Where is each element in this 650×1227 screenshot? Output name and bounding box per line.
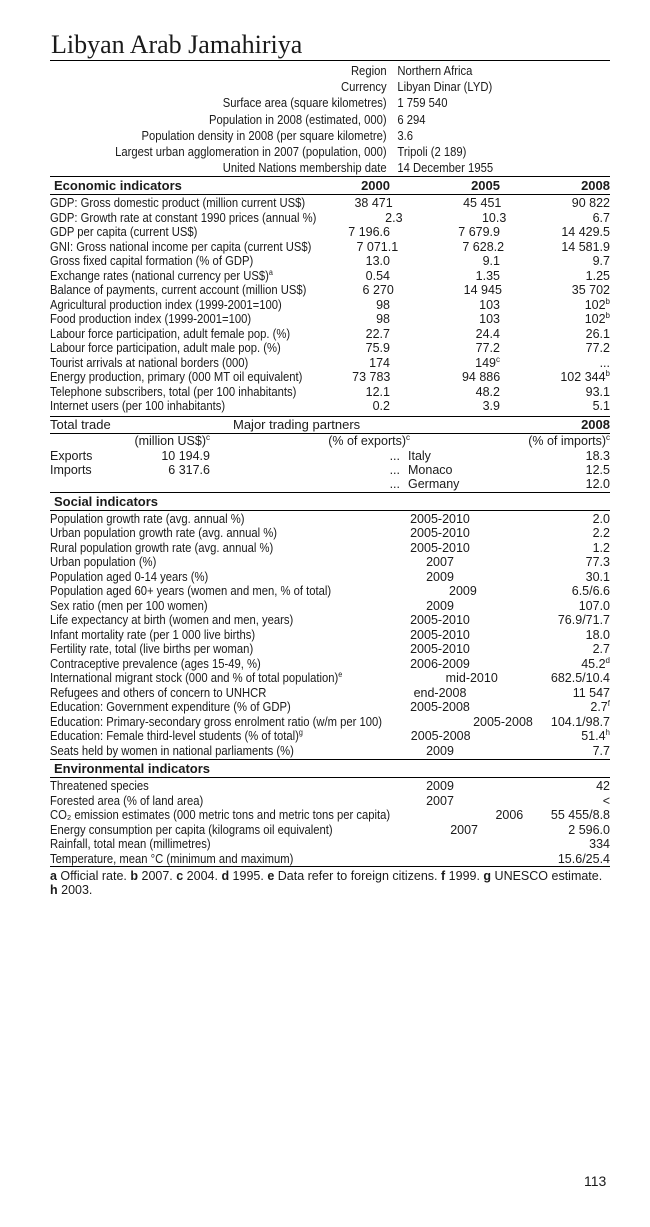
indicator-value: ... bbox=[599, 355, 610, 370]
indicator-year: 2006-2009 bbox=[410, 656, 470, 671]
indicator-value: 1.2 bbox=[592, 540, 610, 555]
info-row bbox=[50, 95, 610, 111]
indicator-label bbox=[50, 613, 330, 628]
indicator-text: Fertility rate, total (live births per woman) bbox=[50, 642, 254, 657]
trade-header bbox=[50, 417, 610, 434]
indicator-value: 7.7 bbox=[592, 743, 610, 758]
indicator-label bbox=[50, 399, 330, 414]
indicator-value: 48.2 bbox=[475, 384, 500, 399]
table-row bbox=[50, 837, 610, 852]
section-title: Economic indicators bbox=[54, 178, 182, 194]
trade-units bbox=[50, 434, 610, 449]
indicator-label bbox=[50, 196, 333, 211]
indicator-text: Refugees and others of concern to UNHCR bbox=[50, 685, 267, 700]
indicator-label bbox=[50, 526, 330, 541]
indicator-value: 98 bbox=[376, 297, 390, 312]
info-block bbox=[50, 63, 610, 176]
indicator-label bbox=[50, 584, 362, 599]
unit-label: (% of imports)$^c$ bbox=[528, 432, 610, 448]
indicator-text: Telephone subscribers, total (per 100 inhabitants) bbox=[50, 384, 297, 399]
indicator-value: 51.4$^h$ bbox=[581, 728, 610, 744]
indicator-year: 2005-2010 bbox=[410, 540, 470, 555]
indicator-text: Gross fixed capital formation (% of GDP) bbox=[50, 254, 254, 269]
indicator-value: 76.9/71.7 bbox=[557, 613, 610, 628]
footnote-key: b bbox=[130, 869, 139, 884]
indicator-year: 2005-2010 bbox=[410, 642, 470, 657]
indicator-text: Balance of payments, current account (million US$) bbox=[50, 283, 307, 298]
info-row bbox=[50, 63, 610, 79]
table-row bbox=[50, 729, 610, 744]
indicator-text: Energy production, primary (000 MT oil equivalent) bbox=[50, 370, 303, 385]
table-row bbox=[50, 240, 610, 255]
table-row bbox=[50, 715, 610, 730]
indicator-value: 73 783 bbox=[352, 370, 391, 385]
partners-title: Major trading partners bbox=[233, 416, 361, 432]
indicator-label bbox=[50, 512, 330, 527]
table-row bbox=[50, 196, 610, 211]
indicator-text: Population growth rate (avg. annual %) bbox=[50, 511, 245, 526]
table-row bbox=[50, 512, 610, 527]
indicator-year: 2007 bbox=[426, 793, 454, 808]
indicator-year: 2009 bbox=[449, 584, 477, 599]
indicator-year: 2009 bbox=[426, 779, 454, 794]
table-row bbox=[50, 852, 610, 867]
indicator-year: 2007 bbox=[426, 555, 454, 570]
table-row bbox=[50, 700, 610, 715]
indicator-value: 682.5/10.4 bbox=[550, 671, 610, 686]
indicator-label bbox=[50, 254, 330, 269]
indicator-text: GDP: Gross domestic product (million current US$) bbox=[50, 196, 306, 211]
indicator-value: < bbox=[602, 793, 610, 808]
info-label: United Nations membership date bbox=[222, 161, 387, 176]
table-row bbox=[50, 823, 610, 838]
indicator-value: 45.2$^d$ bbox=[581, 655, 610, 671]
info-value: 6 294 bbox=[397, 112, 426, 127]
indicator-year: 2009 bbox=[426, 598, 454, 613]
indicator-text: Life expectancy at birth (women and men, years) bbox=[50, 613, 294, 628]
indicator-label bbox=[50, 686, 330, 701]
indicator-text: Contraceptive prevalence (ages 15-49, %) bbox=[50, 656, 261, 671]
indicator-year: 2005-2010 bbox=[410, 613, 470, 628]
unit-label: (million US$)$^c$ bbox=[134, 432, 210, 448]
indicator-year: 2005-2010 bbox=[410, 526, 470, 541]
table-row bbox=[50, 642, 610, 657]
info-label: Surface area (square kilometres) bbox=[222, 96, 387, 111]
indicator-value: 90 822 bbox=[571, 196, 610, 211]
indicator-value: 7 071.1 bbox=[356, 239, 399, 254]
table-row bbox=[50, 283, 610, 298]
section-title: Social indicators bbox=[54, 493, 159, 509]
indicator-text: Population aged 60+ years (women and men, % of total) bbox=[50, 584, 332, 599]
indicator-value: 334 bbox=[589, 837, 610, 852]
indicator-value: 26.1 bbox=[585, 326, 610, 341]
indicator-label bbox=[50, 240, 340, 255]
social-table bbox=[50, 511, 610, 760]
indicator-label bbox=[50, 779, 330, 794]
indicator-value: 10.3 bbox=[481, 210, 507, 225]
indicator-text: Exchange rates (national currency per US$)$^a$ bbox=[50, 267, 273, 283]
info-value: 1 759 540 bbox=[397, 96, 448, 111]
year-column: 2008 bbox=[581, 178, 610, 194]
indicator-text: Food production index (1999-2001=100) bbox=[50, 312, 252, 327]
indicator-value: 103 bbox=[479, 297, 500, 312]
info-row bbox=[50, 79, 610, 95]
indicator-text: Urban population growth rate (avg. annual %) bbox=[50, 526, 278, 541]
section-title: Environmental indicators bbox=[54, 761, 211, 777]
indicator-year: 2005-2008 bbox=[473, 714, 533, 729]
table-row bbox=[50, 794, 610, 809]
indicator-text: Infant mortality rate (per 1 000 live births) bbox=[50, 627, 256, 642]
indicator-value: 38 471 bbox=[354, 196, 393, 211]
indicator-text: International migrant stock (000 and % of total population)$^e$ bbox=[50, 670, 343, 686]
indicator-value: 2.7$^f$ bbox=[590, 699, 610, 715]
indicator-text: Population aged 0-14 years (%) bbox=[50, 569, 209, 584]
indicator-year: 2009 bbox=[426, 569, 454, 584]
indicator-label bbox=[50, 385, 330, 400]
indicator-text: Education: Female third-level students (% of total)$^g$ bbox=[50, 728, 303, 744]
indicator-value: 14 945 bbox=[463, 283, 502, 298]
trade-table bbox=[50, 434, 610, 493]
indicator-value: 14 429.5 bbox=[561, 225, 610, 240]
indicator-value: 6 270 bbox=[362, 283, 394, 298]
indicator-label bbox=[50, 744, 330, 759]
indicator-text: Urban population (%) bbox=[50, 555, 157, 570]
info-row bbox=[50, 112, 610, 128]
table-row bbox=[50, 526, 610, 541]
indicator-text: GDP per capita (current US$) bbox=[50, 225, 198, 240]
indicator-text: Labour force participation, adult female pop. (%) bbox=[50, 326, 291, 341]
environmental-header bbox=[50, 759, 610, 778]
footnote-text: 1999. bbox=[445, 869, 484, 884]
table-row bbox=[50, 356, 610, 371]
footnote-key: a bbox=[50, 869, 57, 884]
indicator-value: 94 886 bbox=[461, 370, 501, 385]
trade-label bbox=[50, 477, 130, 491]
trade-value bbox=[130, 477, 210, 491]
footnote-text: 2003. bbox=[57, 883, 93, 898]
table-row bbox=[50, 808, 610, 823]
table-row bbox=[50, 584, 610, 599]
footnote-text: 2007. bbox=[138, 869, 177, 884]
trade-year: 2008 bbox=[581, 416, 610, 432]
indicator-value: 2.3 bbox=[385, 210, 403, 225]
info-value: Tripoli (2 189) bbox=[397, 144, 467, 159]
indicator-value: 2.2 bbox=[592, 526, 610, 541]
indicator-label bbox=[50, 283, 335, 298]
indicator-value: 14 581.9 bbox=[561, 239, 610, 254]
info-label: Currency bbox=[340, 80, 387, 95]
indicator-label bbox=[50, 555, 330, 570]
economic-table bbox=[50, 195, 610, 417]
table-row bbox=[50, 399, 610, 414]
indicator-value: 77.2 bbox=[475, 341, 500, 356]
indicator-value: 6.5/6.6 bbox=[571, 584, 610, 599]
indicator-value: 77.2 bbox=[585, 341, 610, 356]
indicator-year: 2006 bbox=[495, 808, 524, 823]
indicator-value: 35 702 bbox=[571, 283, 610, 298]
indicator-value: 30.1 bbox=[585, 569, 610, 584]
indicator-label bbox=[50, 312, 330, 327]
indicator-value: 2.0 bbox=[592, 511, 610, 526]
environmental-table bbox=[50, 778, 610, 867]
indicator-label bbox=[50, 715, 419, 730]
indicator-label bbox=[50, 298, 330, 313]
country-profile bbox=[50, 30, 610, 897]
indicator-value: 42 bbox=[596, 779, 610, 794]
indicator-value: 103 bbox=[479, 312, 500, 327]
indicator-value: 22.7 bbox=[365, 326, 390, 341]
footnote-key: h bbox=[50, 883, 58, 898]
partner-share: 12.0 bbox=[585, 476, 610, 491]
trade-value: 10 194.9 bbox=[161, 448, 210, 463]
footnote-key: c bbox=[176, 869, 184, 884]
trade-row bbox=[50, 477, 610, 491]
footnote-text: 2004. bbox=[183, 869, 222, 884]
page-number: 113 bbox=[584, 1173, 607, 1189]
indicator-value: 2 596.0 bbox=[568, 822, 610, 837]
indicator-text: Sex ratio (men per 100 women) bbox=[50, 598, 208, 613]
indicator-label bbox=[50, 657, 330, 672]
indicator-label bbox=[50, 225, 330, 240]
indicator-year: 2005-2010 bbox=[410, 511, 470, 526]
indicator-value: 12.1 bbox=[365, 384, 390, 399]
indicator-text: Labour force participation, adult male pop. (%) bbox=[50, 341, 281, 356]
indicator-label bbox=[50, 823, 364, 838]
indicator-value: 102 344$^b$ bbox=[560, 369, 610, 385]
indicator-year: mid-2010 bbox=[445, 671, 498, 686]
indicator-label bbox=[50, 852, 330, 867]
indicator-value: 75.9 bbox=[365, 341, 390, 356]
table-row bbox=[50, 599, 610, 614]
indicator-text: Threatened species bbox=[50, 779, 149, 794]
footnote-text: 1995. bbox=[229, 869, 268, 884]
indicator-value: 174 bbox=[369, 355, 390, 370]
indicator-value: 7 679.9 bbox=[458, 225, 500, 240]
footnote-key: f bbox=[441, 869, 446, 884]
indicator-value: 1.35 bbox=[475, 268, 500, 283]
indicator-text: Internet users (per 100 inhabitants) bbox=[50, 399, 226, 414]
footnotes bbox=[50, 869, 610, 897]
indicator-year: 2007 bbox=[450, 822, 479, 837]
indicator-value: 7 628.2 bbox=[462, 239, 505, 254]
indicator-year: 2009 bbox=[426, 743, 454, 758]
indicator-text: Agricultural production index (1999-2001=100) bbox=[50, 297, 282, 312]
info-label: Largest urban agglomeration in 2007 (population, 000) bbox=[115, 144, 387, 159]
footnote-key: g bbox=[483, 869, 492, 884]
indicator-year bbox=[330, 837, 510, 852]
indicator-text: Education: Government expenditure (% of GDP) bbox=[50, 700, 291, 715]
partner-share: 12.5 bbox=[585, 462, 610, 477]
indicator-text: Seats held by women in national parliaments (%) bbox=[50, 743, 294, 758]
indicator-value: 93.1 bbox=[585, 384, 610, 399]
info-value: Northern Africa bbox=[397, 64, 473, 78]
indicator-year: 2005-2008 bbox=[410, 729, 471, 744]
indicator-label bbox=[50, 671, 375, 686]
indicator-label bbox=[50, 599, 330, 614]
indicator-label bbox=[50, 541, 330, 556]
footnote-key: d bbox=[221, 869, 230, 884]
indicator-text: GDP: Growth rate at constant 1990 prices (annual %) bbox=[50, 210, 317, 225]
table-row bbox=[50, 225, 610, 240]
partner-name: Italy bbox=[408, 448, 431, 463]
year-column: 2005 bbox=[471, 178, 500, 194]
table-row bbox=[50, 570, 610, 585]
trade-value: 6 317.6 bbox=[168, 462, 210, 477]
footnote-text: UNESCO estimate. bbox=[491, 869, 603, 884]
indicator-label bbox=[50, 700, 330, 715]
table-row bbox=[50, 254, 610, 269]
partner-share: 18.3 bbox=[585, 448, 610, 463]
table-row bbox=[50, 312, 610, 327]
indicator-year bbox=[330, 852, 510, 867]
table-row bbox=[50, 686, 610, 701]
indicator-value: 0.54 bbox=[365, 268, 390, 283]
table-row bbox=[50, 370, 610, 385]
indicator-value: 6.7 bbox=[592, 210, 610, 225]
indicator-text: Tourist arrivals at national borders (000) bbox=[50, 355, 249, 370]
social-header bbox=[50, 493, 610, 511]
indicator-value: 104.1/98.7 bbox=[550, 714, 610, 729]
unit-label: (% of exports)$^c$ bbox=[328, 432, 410, 448]
indicator-value: 77.3 bbox=[585, 555, 610, 570]
indicator-year: end-2008 bbox=[413, 685, 467, 700]
indicator-label bbox=[50, 570, 330, 585]
trade-row bbox=[50, 449, 610, 463]
indicator-value: 107.0 bbox=[578, 598, 610, 613]
indicator-value: 45 451 bbox=[463, 196, 502, 211]
indicator-label bbox=[50, 356, 330, 371]
indicator-label bbox=[50, 341, 330, 356]
indicator-value: 5.1 bbox=[592, 399, 610, 414]
indicator-year: 2005-2010 bbox=[410, 627, 470, 642]
indicator-value: 13.0 bbox=[365, 254, 390, 269]
indicator-label bbox=[50, 794, 330, 809]
footnote-text: Data refer to foreign citizens. bbox=[274, 869, 442, 884]
info-value: 3.6 bbox=[397, 128, 414, 143]
table-row bbox=[50, 341, 610, 356]
indicator-label bbox=[50, 642, 330, 657]
year-column: 2000 bbox=[361, 178, 390, 194]
table-row bbox=[50, 744, 610, 759]
table-row bbox=[50, 211, 610, 226]
trade-dots: ... bbox=[389, 462, 400, 477]
indicator-text: Rainfall, total mean (millimetres) bbox=[50, 837, 211, 852]
indicator-label bbox=[50, 211, 346, 226]
indicator-value: 15.6/25.4 bbox=[557, 851, 610, 866]
indicator-value: 149$^c$ bbox=[475, 354, 500, 370]
indicator-text: Rural population growth rate (avg. annual %) bbox=[50, 540, 274, 555]
indicator-value: 9.1 bbox=[482, 254, 500, 269]
info-row bbox=[50, 128, 610, 144]
page-title: Libyan Arab Jamahiriya bbox=[50, 30, 610, 61]
table-row bbox=[50, 613, 610, 628]
partner-name: Monaco bbox=[408, 462, 453, 477]
info-label: Region bbox=[350, 64, 387, 78]
indicator-text: GNI: Gross national income per capita (current US$) bbox=[50, 239, 312, 254]
table-row bbox=[50, 385, 610, 400]
table-row bbox=[50, 298, 610, 313]
indicator-value: 18.0 bbox=[585, 627, 610, 642]
indicator-label bbox=[50, 628, 330, 643]
indicator-value: 24.4 bbox=[475, 326, 500, 341]
trade-label: Imports bbox=[50, 462, 92, 477]
indicator-label bbox=[50, 370, 330, 385]
indicator-value: 2.7 bbox=[592, 642, 610, 657]
indicator-value: 102$^b$ bbox=[584, 311, 610, 327]
indicator-value: 3.9 bbox=[482, 399, 500, 414]
indicator-value: 11 547 bbox=[572, 685, 610, 700]
indicator-value: 9.7 bbox=[592, 254, 610, 269]
table-row bbox=[50, 779, 610, 794]
indicator-text: CO₂ emission estimates (000 metric tons and metric tons per capita) bbox=[50, 808, 391, 823]
indicator-label bbox=[50, 327, 330, 342]
info-label: Population density in 2008 (per square kilometre) bbox=[141, 128, 387, 143]
table-row bbox=[50, 671, 610, 686]
partner-name: Germany bbox=[408, 476, 460, 491]
indicator-text: Forested area (% of land area) bbox=[50, 793, 204, 808]
table-row bbox=[50, 541, 610, 556]
table-row bbox=[50, 657, 610, 672]
table-row bbox=[50, 628, 610, 643]
info-row bbox=[50, 144, 610, 160]
indicator-year: 2005-2008 bbox=[410, 700, 470, 715]
info-label: Population in 2008 (estimated, 000) bbox=[208, 112, 387, 127]
info-row bbox=[50, 160, 610, 176]
trade-dots: ... bbox=[389, 476, 400, 491]
indicator-label bbox=[50, 837, 330, 852]
trade-label: Exports bbox=[50, 448, 93, 463]
table-row bbox=[50, 327, 610, 342]
footnote-key: e bbox=[267, 869, 275, 884]
indicator-text: Temperature, mean °C (minimum and maximum) bbox=[50, 851, 294, 866]
economic-header bbox=[50, 176, 610, 195]
indicator-label bbox=[50, 808, 428, 823]
indicator-value: 7 196.6 bbox=[348, 225, 390, 240]
indicator-value: 98 bbox=[376, 312, 390, 327]
indicator-value: 1.25 bbox=[585, 268, 610, 283]
info-value: Libyan Dinar (LYD) bbox=[397, 80, 493, 95]
indicator-label bbox=[50, 269, 330, 284]
table-row bbox=[50, 555, 610, 570]
indicator-text: Energy consumption per capita (kilograms oil equivalent) bbox=[50, 822, 333, 837]
total-trade-title: Total trade bbox=[50, 416, 111, 432]
indicator-label bbox=[50, 729, 331, 744]
trade-row bbox=[50, 463, 610, 477]
indicator-value: 102$^b$ bbox=[584, 296, 610, 312]
indicator-text: Education: Primary-secondary gross enrolment ratio (w/m per 100) bbox=[50, 714, 383, 729]
table-row bbox=[50, 269, 610, 284]
info-value: 14 December 1955 bbox=[397, 161, 494, 176]
footnote-text: Official rate. bbox=[56, 869, 131, 884]
indicator-value: 55 455/8.8 bbox=[550, 808, 610, 823]
trade-dots: ... bbox=[389, 448, 400, 463]
indicator-value: 0.2 bbox=[372, 399, 390, 414]
